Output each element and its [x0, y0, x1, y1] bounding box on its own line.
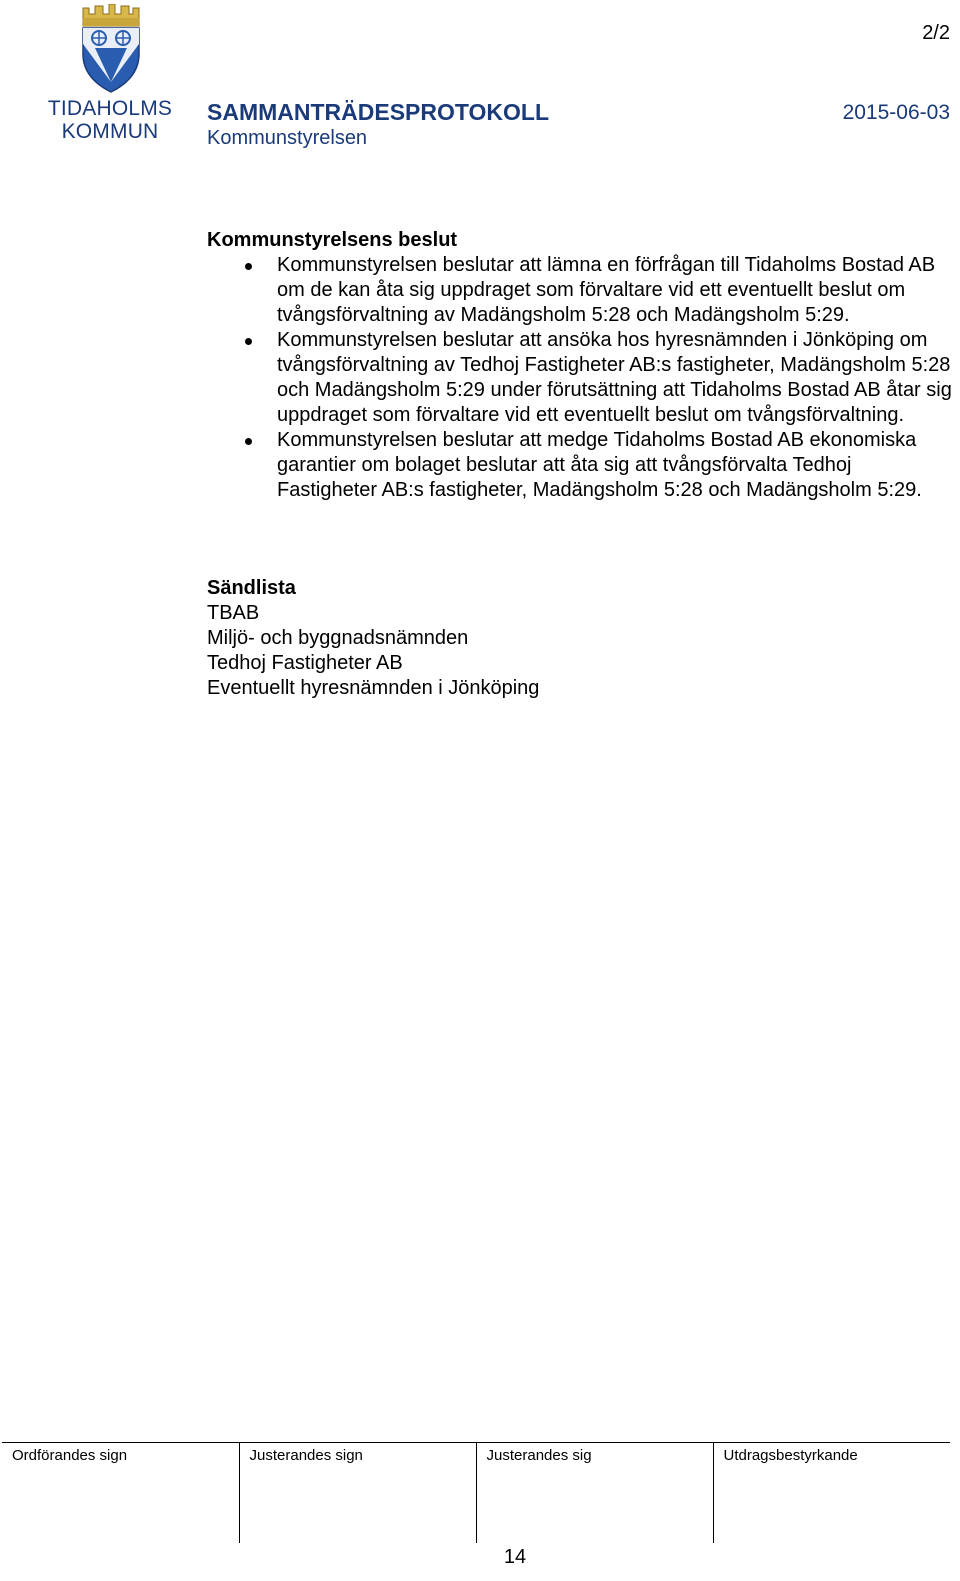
- decision-heading: Kommunstyrelsens beslut: [207, 229, 458, 251]
- coat-of-arms-icon: [75, 4, 145, 94]
- send-list-item: Tedhoj Fastigheter AB: [207, 652, 403, 674]
- municipality-logo: [40, 4, 180, 146]
- signature-cell-adjuster-1: Justerandes sign: [239, 1443, 476, 1544]
- decision-item: Kommunstyrelsen beslutar att ansöka hos hyresnämnden i Jönköping om tvångsförvaltning av Tedhoj Fastigheter AB:s fastigheter, Madängsholm 5:28 och Madängsholm 5:29 under förutsättning att Tidaholms Bostad AB åtar sig uppdraget som förvaltare vid ett eventuellt beslut om tvångsförvaltning.: [207, 328, 957, 428]
- send-list-heading: Sändlista: [207, 577, 296, 599]
- signature-cell-chair: Ordförandes sign: [12, 1447, 128, 1464]
- signature-cell-certification: Utdragsbestyrkande: [713, 1443, 950, 1544]
- page-number: 14: [503, 1546, 527, 1568]
- send-list-item: Eventuellt hyresnämnden i Jönköping: [207, 677, 540, 699]
- document-title: SAMMANTRÄDESPROTOKOLL: [207, 99, 550, 125]
- signature-cell-adjuster-2: Justerandes sig: [476, 1443, 713, 1544]
- send-list-section: [207, 576, 907, 701]
- document-date: 2015-06-03: [842, 101, 950, 124]
- logo-text-line1: TIDAHOLMS: [47, 97, 173, 120]
- decision-section: [207, 228, 957, 503]
- page-indicator: 2/2: [922, 22, 950, 44]
- organization-name: Kommunstyrelsen: [207, 127, 368, 149]
- send-list-item: Miljö- och byggnadsnämnden: [207, 627, 469, 649]
- decision-list: [207, 253, 957, 503]
- signature-table: [2, 1442, 950, 1543]
- decision-item: Kommunstyrelsen beslutar att medge Tidaholms Bostad AB ekonomiska garantier om bolaget beslutar att åta sig att tvångsförvalta Tedhoj Fastigheter AB:s fastigheter, Madängsholm 5:28 och Madängsholm 5:29.: [207, 428, 957, 503]
- send-list-item: TBAB: [207, 602, 260, 624]
- decision-item: Kommunstyrelsen beslutar att lämna en förfrågan till Tidaholms Bostad AB om de kan åta sig uppdraget som förvaltare vid ett eventuellt beslut om tvångsförvaltning av Madängsholm 5:28 och Madängsholm 5:29.: [207, 253, 957, 328]
- logo-text-line2: KOMMUN: [61, 120, 159, 143]
